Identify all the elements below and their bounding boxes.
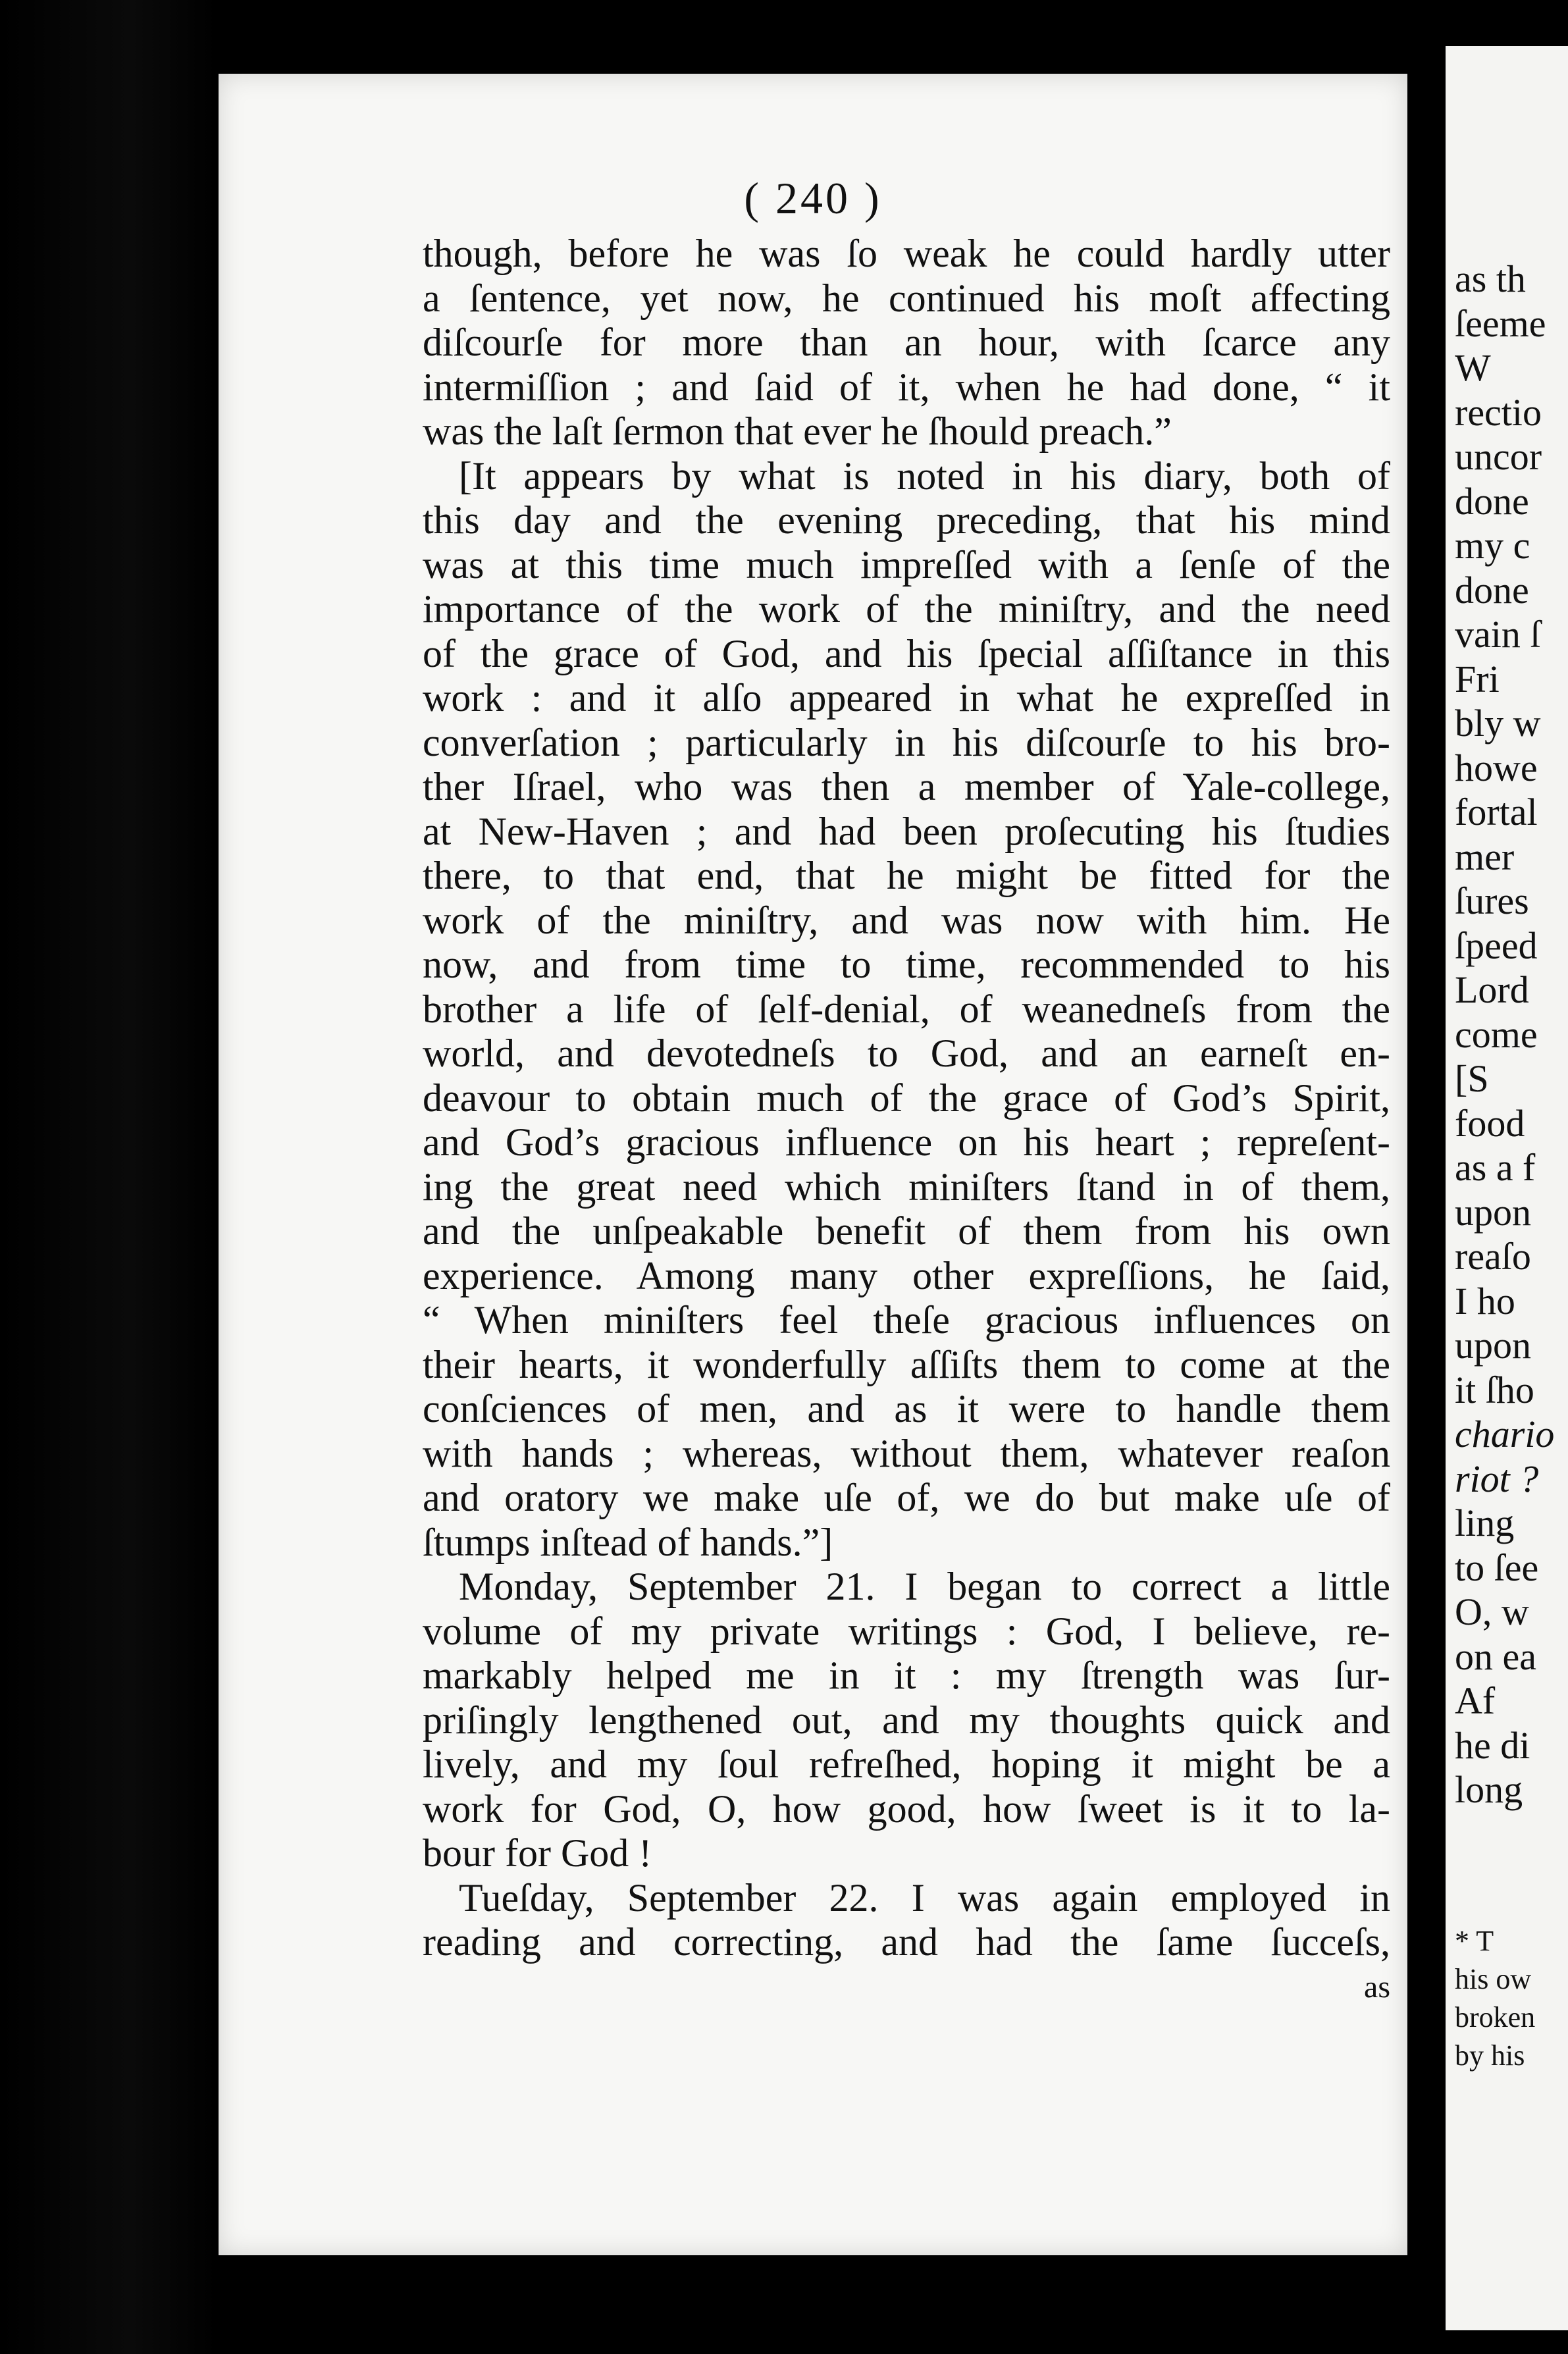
text-line: volume of my private writings : God, I believe, re- [423,1609,1390,1653]
text-line: with hands ; whereas, without them, whatever reaſon [423,1431,1390,1475]
text-line: lively, and my ſoul refreſhed, hoping it might be a [423,1742,1390,1786]
text-line: Monday, September 21. I began to correct a little [459,1565,1390,1608]
facing-text-line: Af [1455,1679,1496,1722]
facing-footnote-line: * T [1455,1925,1494,1957]
text-line: intermiſſion ; and ſaid of it, when he had done, “ it [423,365,1390,409]
text-line: ther Iſrael, who was then a member of Yale-college, [423,765,1390,808]
text-line: at New-Haven ; and had been proſecuting his ſtudies [423,809,1390,853]
text-line: diſcourſe for more than an hour, with ſcarce any [423,321,1390,364]
facing-text-line: done [1455,568,1529,612]
facing-page [1446,46,1568,2330]
text-line: their hearts, it wonderfully aſſiſts them to come at the [423,1342,1390,1386]
text-line: a ſentence, yet now, he continued his moſt affecting [423,276,1390,320]
facing-page-footnote [1455,1922,1535,2075]
facing-text-line: as a f [1455,1146,1536,1189]
facing-text-line: my c [1455,524,1530,567]
facing-text-line: reaſo [1455,1235,1531,1278]
facing-text-line: ſures [1455,879,1529,922]
text-line: and the unſpeakable benefit of them from his own [423,1209,1390,1253]
facing-text-line: O, w [1455,1590,1529,1633]
facing-text-line: ſpeed [1455,924,1538,967]
text-line: experience. Among many other expreſſions, he ſaid, [423,1253,1390,1297]
facing-text-line: riot ? [1455,1457,1539,1500]
facing-text-line: food [1455,1101,1525,1145]
text-line: Tueſday, September 22. I was again employed in [459,1875,1390,1920]
facing-text-line: he di [1455,1723,1530,1767]
facing-text-line: W [1455,346,1491,389]
facing-text-line: bly w [1455,702,1541,745]
text-line: priſingly lengthened out, and my thoughts quick and [423,1698,1390,1742]
book-page [219,74,1407,2255]
facing-footnote-line: broken [1455,2001,1536,2033]
facing-text-line: long [1455,1768,1523,1811]
facing-footnote-line: by his [1455,2039,1525,2072]
facing-text-line: Fri [1455,657,1500,700]
text-line: markably helped me in it : my ſtrength was ſur- [423,1654,1390,1697]
facing-text-line: done [1455,479,1529,523]
text-line: was the laſt ſermon that ever he ſhould preach.” [423,409,1172,453]
facing-text-line: it ſho [1455,1368,1534,1411]
facing-text-line: rectio [1455,390,1542,434]
facing-text-line: upon [1455,1324,1531,1367]
facing-text-line: upon [1455,1190,1531,1234]
text-line: was at this time much impreſſed with a ſenſe of the [423,542,1390,587]
text-line: there, to that end, that he might be fitted for the [423,854,1390,897]
text-line: conſciences of men, and as it were to handle them [423,1387,1390,1430]
page-header: ( 240 ) [744,173,882,223]
page-body-text [423,232,1390,2007]
facing-text-line: uncor [1455,435,1542,478]
text-line: bour for God ! [423,1831,652,1875]
text-line: work of the miniſtry, and was now with him. He [423,898,1390,942]
text-line: work for God, O, how good, how ſweet is it to la- [423,1787,1390,1831]
book-gutter [1407,46,1446,2354]
text-line: now, and from time to time, recommended to his [423,943,1390,986]
facing-text-line: mer [1455,835,1515,878]
text-line: and God’s gracious influence on his heart ; repreſent- [423,1120,1390,1164]
facing-text-line: come [1455,1012,1538,1056]
facing-text-line: Lord [1455,968,1529,1011]
text-line: this day and the evening preceding, that his mind [423,498,1390,542]
facing-text-line: on ea [1455,1635,1536,1678]
facing-footnote-line: his ow [1455,1963,1532,1995]
text-line: though, before he was ſo weak he could hardly utter [423,232,1390,275]
facing-text-line: fortal [1455,791,1538,833]
facing-text-line: ſeeme [1455,301,1546,345]
facing-text-line: [S [1455,1057,1489,1100]
facing-page-text [1455,257,1554,1812]
text-line: deavour to obtain much of the grace of God’s Spirit, [423,1076,1390,1120]
text-line: ſtumps inſtead of hands.”] [423,1520,833,1564]
facing-text-line: as th [1455,257,1526,300]
scan-left-margin [0,0,217,2354]
text-line: work : and it alſo appeared in what he expreſſed in [423,676,1390,719]
text-line: world, and devotedneſs to God, and an earneſt en- [423,1032,1390,1075]
facing-text-line: I ho [1455,1279,1515,1322]
facing-text-line: vain ſ [1455,613,1541,656]
text-line: converſation ; particularly in his diſcourſe to his bro- [423,720,1390,764]
text-line: “ When miniſters feel theſe gracious influences on [423,1298,1390,1342]
text-line: brother a life of ſelf-denial, of weanedneſs from the [423,987,1390,1031]
facing-text-line: ling [1455,1502,1515,1544]
facing-text-line: chario [1455,1413,1555,1455]
facing-text-line: to ſee [1455,1546,1539,1589]
text-line: and oratory we make uſe of, we do but make uſe of [423,1476,1390,1519]
catchword: as [1364,1969,1390,2004]
text-line: ing the great need which miniſters ſtand in of them, [423,1164,1390,1209]
facing-text-line: howe [1455,746,1538,789]
text-line: importance of the work of the miniſtry, and the need [423,587,1390,631]
text-line: of the grace of God, and his ſpecial aſſiſtance in this [423,631,1390,675]
text-line: reading and correcting, and had the ſame ſucceſs, [423,1920,1390,1964]
text-line: [It appears by what is noted in his diary, both of [459,454,1390,498]
